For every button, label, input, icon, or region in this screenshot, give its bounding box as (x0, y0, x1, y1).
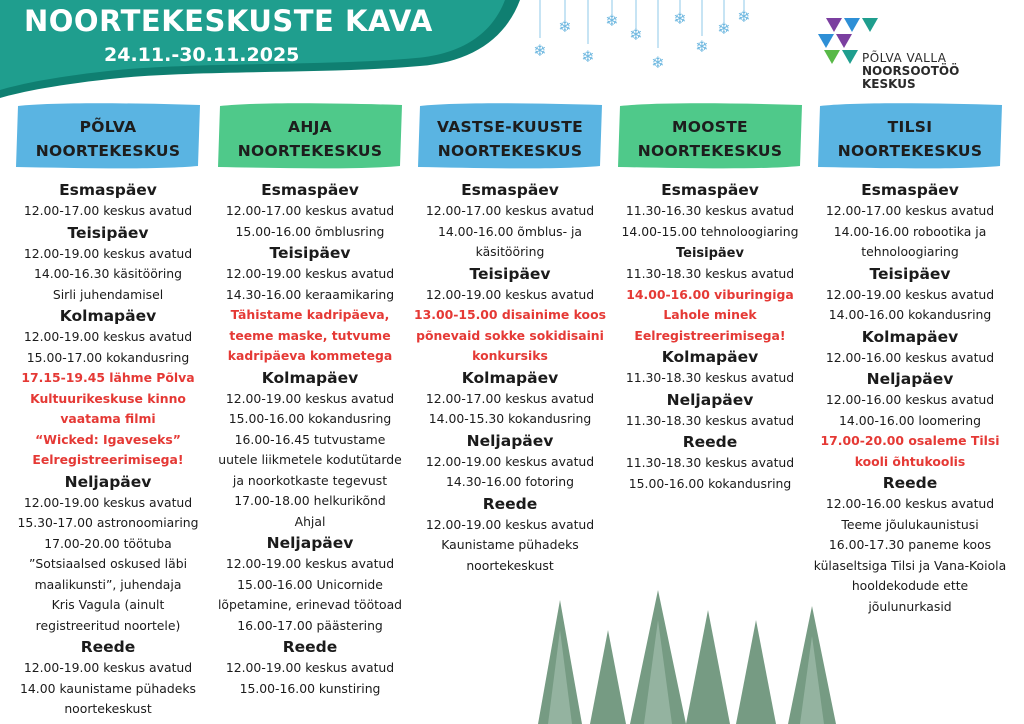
schedule-line: 12.00-19.00 keskus avatud (225, 660, 395, 675)
column-title-line-2: NOORTEKESKUS (637, 142, 783, 160)
weekday-heading: Esmaspäev (861, 181, 959, 199)
column-title-line-2: NOORTEKESKUS (35, 142, 181, 160)
svg-text:❄: ❄ (651, 53, 665, 72)
highlight-event-text: Tähistame kadripäeva, (230, 307, 390, 322)
column-header (14, 100, 202, 172)
schedule-line: 12.00-17.00 keskus avatud (425, 390, 595, 406)
weekday-heading: Neljapäev (866, 370, 954, 388)
schedule-line: uutele liikmetele kodutütarde (218, 452, 402, 467)
schedule-line: 15.00-16.00 õmblusring (235, 223, 385, 239)
highlight-event-text: Lahole minek (663, 307, 757, 322)
highlight-event-text: 13.00-15.00 disainime koos (414, 307, 606, 322)
page-title: NOORTEKESKUSTE KAVA (24, 4, 433, 38)
schedule-line: noortekeskust (64, 701, 152, 716)
weekday-heading: Teisipäev (676, 246, 744, 261)
schedule-line: 15.00-16.00 kokandusring (228, 411, 392, 426)
column-header (216, 100, 404, 172)
column-header (416, 100, 604, 172)
weekday-heading: Esmaspäev (461, 181, 559, 199)
column-title (816, 115, 1004, 163)
column-title-line-2: NOORTEKESKUS (237, 142, 383, 160)
schedule-line: lõpetamine, erinevad töötoad (217, 597, 403, 612)
highlight-event-text: konkursiks (472, 348, 548, 363)
column-tilsi (812, 100, 1008, 617)
column-polva (10, 100, 206, 720)
schedule-line: Teeme jõulukaunistusi (841, 516, 979, 532)
weekday-heading: Neljapäev (466, 431, 554, 450)
svg-text:❄: ❄ (717, 19, 731, 38)
column-title-line-1: VASTSE-KUUSTE (437, 118, 583, 136)
schedule-line: 14.00-16.00 robootika ja (833, 223, 987, 239)
svg-text:❄: ❄ (737, 7, 751, 26)
schedule-line: 12.00-19.00 keskus avatud (23, 245, 193, 261)
schedule-line: 12.00-17.00 keskus avatud (425, 203, 595, 218)
weekday-heading: Esmaspäev (261, 181, 359, 199)
highlight-event-text: 17.00-20.00 osaleme Tilsi (820, 433, 1000, 448)
weekday-heading: Reede (80, 638, 136, 656)
highlight-event-text: teeme maske, tutvume (229, 327, 391, 343)
column-mooste (612, 100, 808, 494)
schedule-line: 14.00-15.30 kokandusring (428, 411, 592, 426)
schedule-line: tehnoloogiaring (861, 244, 959, 259)
weekday-heading: Kolmapäev (261, 368, 359, 387)
svg-text:❄: ❄ (695, 37, 709, 56)
highlight-event-text: Eelregistreerimisega! (634, 327, 786, 343)
highlight-event-text: kadripäeva kommetega (227, 348, 393, 363)
logo-line-3: KESKUS (862, 77, 916, 91)
schedule-line: Ahjal (294, 513, 326, 529)
schedule-line: 11.30-18.30 keskus avatud (625, 455, 795, 470)
svg-text:❄: ❄ (558, 17, 572, 36)
schedule-line: 14.00-16.00 loomering (839, 412, 981, 428)
schedule-line: 17.00-20.00 töötuba (44, 535, 172, 551)
weekday-heading: Teisipäev (269, 244, 351, 262)
schedule-line: 14.00-16.00 õmblus- ja (437, 223, 583, 239)
schedule-line: 15.00-16.00 kunstiring (239, 680, 381, 696)
svg-text:❄: ❄ (533, 41, 547, 60)
column-vastse-kuuste (412, 100, 608, 576)
weekday-heading: Neljapäev (266, 534, 354, 552)
highlight-event-text: “Wicked: Igaveseks” (35, 431, 181, 447)
weekday-heading: Esmaspäev (661, 181, 759, 199)
weekday-heading: Reede (482, 494, 538, 513)
schedule-line: 12.00-17.00 keskus avatud (225, 203, 395, 218)
column-title-line-2: NOORTEKESKUS (437, 142, 583, 160)
schedule-line: jõulunurkasid (868, 598, 952, 614)
schedule-line: 12.00-19.00 keskus avatud (425, 453, 595, 469)
highlight-event-text: vaatama filmi (60, 411, 156, 426)
weekday-heading: Teisipäev (67, 223, 149, 242)
schedule-line: noortekeskust (466, 557, 554, 573)
column-title-line-2: NOORTEKESKUS (837, 142, 983, 160)
schedule-line: 12.00-19.00 keskus avatud (825, 286, 995, 302)
schedule-line: 14.00-16.00 kokandusring (828, 307, 992, 322)
highlight-event-text: 14.00-16.00 viburingiga (626, 286, 794, 302)
svg-text:❄: ❄ (629, 25, 643, 44)
weekday-heading: Kolmapäev (461, 368, 559, 387)
schedule-line: 12.00-17.00 keskus avatud (825, 203, 995, 218)
logo-line-1: PÕLVA VALLA (862, 51, 947, 65)
column-title (216, 115, 404, 163)
schedule-line: registreeritud noortele) (35, 617, 181, 633)
schedule-line: 12.00-17.00 keskus avatud (23, 203, 193, 218)
schedule-line: 11.30-18.30 keskus avatud (625, 370, 795, 385)
weekday-heading: Kolmapäev (861, 327, 959, 346)
highlight-event-text: 17.15-19.45 lähme Põlva (21, 370, 195, 385)
schedule-line: 12.00-19.00 keskus avatud (225, 556, 395, 571)
schedule-line: 14.00 kaunistame pühadeks (20, 680, 196, 696)
weekday-heading: Esmaspäev (59, 181, 157, 199)
schedule-line: 16.00-17.00 päästering (237, 617, 383, 633)
schedule-line: maalikunsti”, juhendaja (34, 576, 182, 592)
column-title-line-1: PÕLVA (79, 118, 137, 136)
schedule-line: 15.00-16.00 Unicornide (237, 576, 383, 592)
svg-text:❄: ❄ (605, 11, 619, 30)
schedule-line: 12.00-16.00 keskus avatud (825, 392, 995, 407)
column-title (416, 115, 604, 163)
schedule-line: Sirli juhendamisel (52, 286, 164, 302)
schedule-line: 12.00-19.00 keskus avatud (225, 390, 395, 406)
schedule-line: külaseltsiga Tilsi ja Vana-Koiola (813, 557, 1007, 573)
weekday-heading: Neljapäev (666, 390, 754, 409)
schedule-line: 12.00-19.00 keskus avatud (225, 266, 395, 281)
date-range: 24.11.-30.11.2025 (104, 44, 300, 66)
schedule-line: 15.30-17.00 astronoomiaring (17, 515, 199, 530)
column-title-line-1: MOOSTE (672, 118, 748, 136)
schedule-line: 14.00-15.00 tehnoloogiaring (621, 223, 799, 239)
highlight-event-text: Eelregistreerimisega! (32, 452, 184, 467)
snowflakes-decoration (520, 0, 760, 80)
schedule-line: 12.00-19.00 keskus avatud (425, 286, 595, 302)
highlight-event-text: kooli õhtukoolis (854, 453, 966, 469)
weekday-heading: Kolmapäev (661, 348, 759, 366)
schedule-line: 16.00-16.45 tutvustame (234, 431, 386, 447)
weekday-heading: Teisipäev (869, 264, 951, 283)
svg-text:❄: ❄ (581, 47, 595, 66)
weekday-heading: Neljapäev (64, 472, 152, 491)
schedule-line: 14.30-16.00 keraamikaring (225, 286, 395, 302)
schedule-line: 11.30-16.30 keskus avatud (625, 203, 795, 218)
highlight-event-text: põnevaid sokke sokidisaini (416, 327, 604, 343)
column-header (816, 100, 1004, 172)
schedule-line: 12.00-19.00 keskus avatud (425, 516, 595, 532)
weekday-heading: Teisipäev (469, 264, 551, 283)
column-title (616, 115, 804, 163)
schedule-line: 12.00-19.00 keskus avatud (23, 660, 193, 675)
logo-line-2: NOORSOOTÖÖ (862, 64, 960, 78)
column-title-line-1: AHJA (288, 118, 332, 136)
logo-text (862, 52, 959, 91)
schedule-line: käsitööring (475, 244, 545, 259)
column-title (14, 115, 202, 163)
schedule-line: Kaunistame pühadeks (441, 537, 579, 552)
schedule-line: 11.30-18.30 keskus avatud (625, 412, 795, 428)
schedule-line: 14.30-16.00 fotoring (446, 474, 574, 489)
svg-text:❄: ❄ (673, 9, 687, 28)
trees-decoration (530, 590, 850, 724)
weekday-heading: Reede (282, 638, 338, 656)
highlight-event-text: Kultuurikeskuse kinno (30, 390, 186, 406)
weekday-heading: Reede (882, 474, 938, 492)
schedule-line: 15.00-17.00 kokandusring (26, 349, 190, 365)
schedule-line: hooldekodude ette (851, 578, 969, 593)
schedule-line: 12.00-16.00 keskus avatud (825, 349, 995, 365)
schedule-line: 12.00-19.00 keskus avatud (23, 329, 193, 344)
weekday-heading: Kolmapäev (59, 307, 157, 325)
schedule-line: 11.30-18.30 keskus avatud (625, 266, 795, 281)
schedule-line: 17.00-18.00 helkurikõnd (234, 493, 386, 508)
schedule-line: 14.00-16.30 käsitööring (33, 266, 183, 281)
schedule-line: ja noorkotkaste tegevust (232, 472, 388, 488)
schedule-line: ”Sotsiaalsed oskused läbi (28, 556, 188, 571)
schedule-line: 12.00-19.00 keskus avatud (23, 494, 193, 510)
schedule-line: 16.00-17.30 paneme koos (828, 537, 992, 552)
column-title-line-1: TILSI (887, 118, 933, 136)
schedule-line: Kris Vagula (ainult (51, 597, 165, 612)
column-header (616, 100, 804, 172)
weekday-heading: Reede (682, 433, 738, 451)
schedule-line: 12.00-16.00 keskus avatud (825, 496, 995, 511)
schedule-line: 15.00-16.00 kokandusring (628, 475, 792, 491)
column-ahja (212, 100, 408, 699)
